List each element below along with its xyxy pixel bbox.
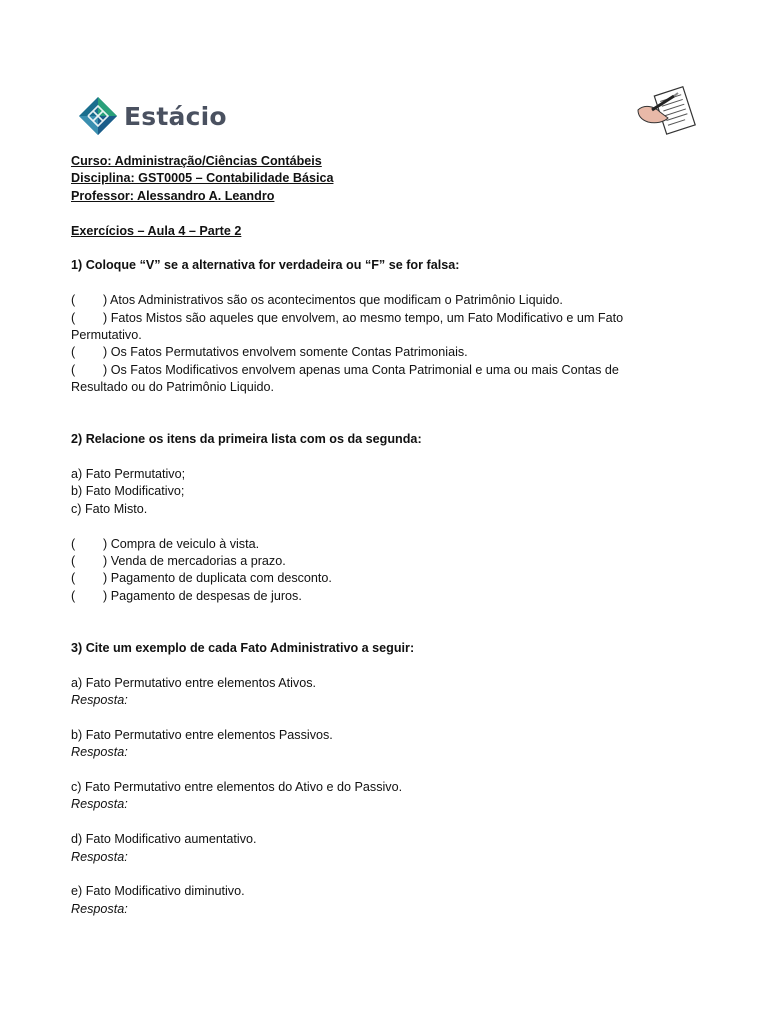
answer-label: Resposta: bbox=[71, 693, 128, 708]
q1-item: ( ) Os Fatos Permutativos envolvem somente Contas Patrimoniais. bbox=[71, 345, 468, 360]
q3-item: e) Fato Modificativo diminutivo. bbox=[71, 884, 245, 899]
writing-hand-icon bbox=[634, 84, 698, 140]
logo-text: Estácio bbox=[124, 101, 227, 131]
answer-label: Resposta: bbox=[71, 745, 128, 760]
q1-item: ( ) Fatos Mistos são aqueles que envolvem, ao mesmo tempo, um Fato Modificativo e um Fato Permutativo. bbox=[71, 310, 624, 342]
exercise-title: Exercícios – Aula 4 – Parte 2 bbox=[71, 223, 242, 238]
question-2-prompt: 2) Relacione os itens da primeira lista com os da segunda: bbox=[71, 432, 422, 447]
professor-line: Professor: Alessandro A. Leandro bbox=[71, 188, 275, 203]
answer-label: Resposta: bbox=[71, 849, 128, 864]
answer-label: Resposta: bbox=[71, 901, 128, 916]
discipline-line: Disciplina: GST0005 – Contabilidade Básica bbox=[71, 171, 334, 186]
q2-list2-item: ( ) Compra de veiculo à vista. bbox=[71, 536, 260, 551]
course-line: Curso: Administração/Ciências Contábeis bbox=[71, 154, 322, 168]
q3-item: a) Fato Permutativo entre elementos Ativos. bbox=[71, 675, 316, 690]
estacio-diamond-icon bbox=[78, 96, 118, 136]
q2-list1-item: c) Fato Misto. bbox=[71, 501, 148, 516]
document-content bbox=[71, 153, 711, 918]
q3-item: b) Fato Permutativo entre elementos Passivos. bbox=[71, 727, 333, 742]
q2-list2-item: ( ) Venda de mercadorias a prazo. bbox=[71, 553, 286, 568]
question-1-prompt: 1) Coloque “V” se a alternativa for verdadeira ou “F” se for falsa: bbox=[71, 258, 460, 273]
q2-list1-item: b) Fato Modificativo; bbox=[71, 484, 185, 499]
q3-item: d) Fato Modificativo aumentativo. bbox=[71, 832, 257, 847]
question-3-prompt: 3) Cite um exemplo de cada Fato Administrativo a seguir: bbox=[71, 640, 415, 655]
q2-list2-item: ( ) Pagamento de duplicata com desconto. bbox=[71, 571, 332, 586]
q2-list2-item: ( ) Pagamento de despesas de juros. bbox=[71, 588, 302, 603]
q3-item: c) Fato Permutativo entre elementos do Ativo e do Passivo. bbox=[71, 780, 403, 795]
estacio-logo bbox=[78, 96, 227, 136]
q2-list1-item: a) Fato Permutativo; bbox=[71, 467, 186, 482]
answer-label: Resposta: bbox=[71, 797, 128, 812]
q1-item: ( ) Atos Administrativos são os acontecimentos que modificam o Patrimônio Liquido. bbox=[71, 293, 563, 308]
q1-item: ( ) Os Fatos Modificativos envolvem apenas uma Conta Patrimonial e uma ou mais Contas de Resultado ou do Patrimônio Liquido. bbox=[71, 362, 619, 395]
